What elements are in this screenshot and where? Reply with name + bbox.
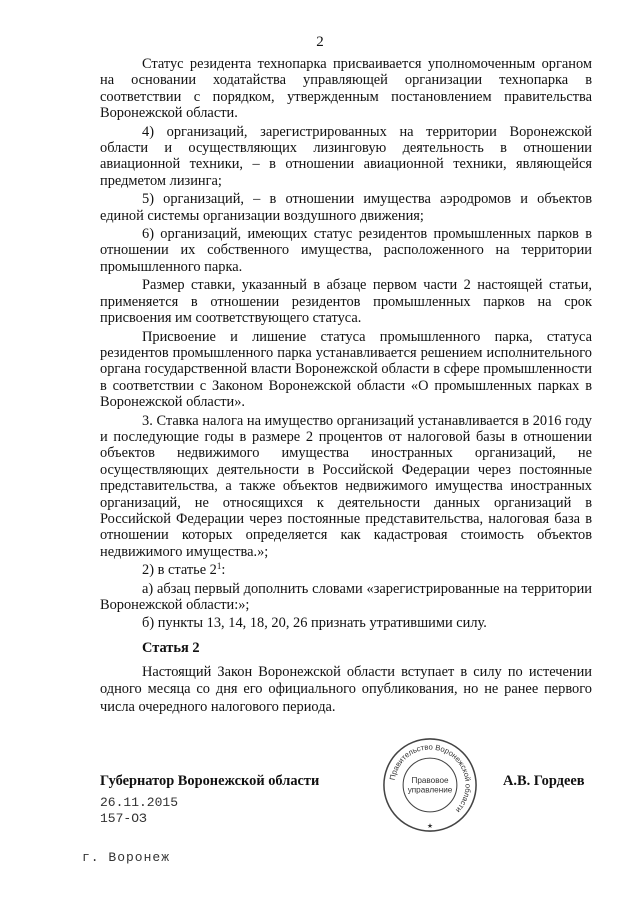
page-number: 2 xyxy=(316,34,324,50)
superscript-1: 1 xyxy=(216,561,222,572)
article-2-heading: Статья 2 xyxy=(142,639,200,656)
signature-title: Губернатор Воронежской области xyxy=(100,773,320,789)
svg-text:★: ★ xyxy=(426,822,434,831)
signature-name: А.В. Гордеев xyxy=(503,773,585,789)
paragraph-technopark-status: Статус резидента технопарка присваивается уполномоченным органом на основании ходатайства управляющей организации технопарка в соответствии с порядком, утвержденным постановлением правительства Воронежской области. xyxy=(100,56,592,122)
law-number: 157-ОЗ xyxy=(100,811,147,826)
paragraph-rate-term: Размер ставки, указанный в абзаце первом части 2 настоящей статьи, применяется в отношении резидентов промышленных парков на срок присвоения им соответствующего статуса. xyxy=(100,277,592,327)
paragraph-status-assignment: Присвоение и лишение статуса промышленного парка, статуса резидентов промышленного парка устанавливается решением исполнительного органа государственной власти Воронежской области в сфере промышленности в соответствии с Законом Воронежской области «О промышленных парках в Воронежской области». xyxy=(100,328,592,411)
stamp-center-line-1: Правовое xyxy=(411,776,449,786)
paragraph-industrial-park-residents: 6) организаций, имеющих статус резидентов промышленных парков в отношении их собственного имущества, расположенного на территории промышленного парка. xyxy=(100,226,592,275)
paragraph-article-2-1-colon: : xyxy=(221,562,226,579)
stamp-center-line-2: управление xyxy=(407,785,453,795)
signature-city: г. Воронеж xyxy=(82,850,171,865)
document-body xyxy=(100,56,592,716)
paragraph-leasing-organizations: 4) организаций, зарегистрированных на территории Воронежской области и осуществляющих лизинговую деятельность в отношении авиационной техники, – в отношении авиационной техники, являющейся предметом лизинга; xyxy=(100,123,592,189)
paragraph-foreign-organizations-rate: 3. Ставка налога на имущество организаций устанавливается в 2016 году и последующие годы в размере 2 процентов от налоговой базы в отношении объектов недвижимого имущества иностранных организаций, не осуществляющих деятельности в Российской Федерации через постоянные представительства, а также объектов недвижимого имущества иностранных организаций, не относящихся к деятельности данных организаций в Российской Федерации через постоянные представительства, налоговая база в отношении которых определяется как кадастровая стоимость объектов недвижимого имущества.»; xyxy=(100,412,592,560)
paragraph-article-2-1-text: 2) в статье 2 xyxy=(142,562,217,579)
paragraph-amend-first: а) абзац первый дополнить словами «зарегистрированные на территории Воронежской области:»; xyxy=(100,580,592,613)
article-2-text: Настоящий Закон Воронежской области вступает в силу по истечении одного месяца со дня его официального опубликования, но не ранее первого числа очередного налогового периода. xyxy=(100,664,592,715)
stamp-ring-text: Правительство Воронежской области xyxy=(387,742,473,815)
signature-date: 26.11.2015 xyxy=(100,795,179,810)
paragraph-aerodromes: 5) организаций, – в отношении имущества аэродромов и объектов единой системы организации воздушного движения; xyxy=(100,191,592,224)
paragraph-article-2-1 xyxy=(100,562,592,578)
paragraph-repeal-items: б) пункты 13, 14, 18, 20, 26 признать утратившими силу. xyxy=(142,615,487,632)
official-stamp xyxy=(382,737,478,833)
star-icon xyxy=(427,822,433,830)
